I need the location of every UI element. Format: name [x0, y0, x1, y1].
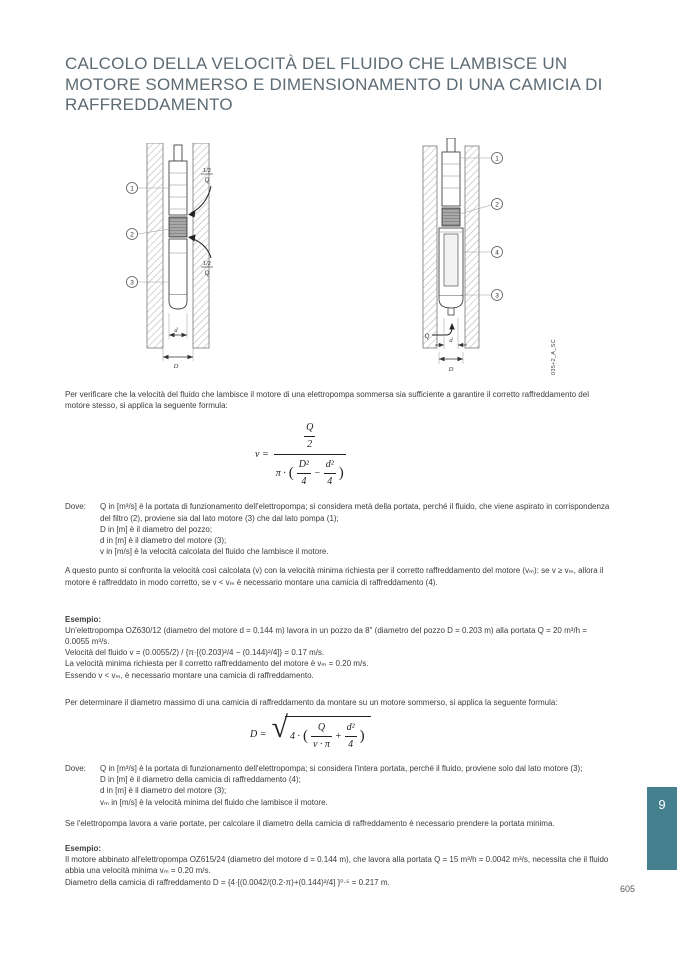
formula1-open-paren: (: [288, 465, 294, 482]
definition-item: d in [m] è il diametro del motore (3);: [100, 786, 227, 796]
definition-item: v in [m/s] è la velocità calcolata del fluido che lambisce il motore.: [100, 547, 329, 557]
well-wall-left: [423, 146, 437, 348]
formula1-four-a: 4: [301, 476, 307, 488]
intro-paragraph: Per verificare che la velocità del fluido che lambisce il motore di una elettropompa sommersa sia sufficiente a garantire il corretto raffreddamento del motore stesso, si applica la seguente formula:: [65, 390, 589, 411]
jacket-diameter-paragraph: Per determinare il diametro massimo di una camicia di raffreddamento da montare su un motore sommerso, si applica la seguente formula:: [65, 697, 558, 707]
definition-item: vₘ in [m/s] è la velocità minima del fluido che lambisce il motore.: [100, 797, 328, 807]
well-wall-left: [147, 143, 163, 348]
comparison-paragraph: A questo punto si confronta la velocità così calcolata (v) con la velocità minima richiesta per il corretto raffreddamento del motore (vₘ): se v ≥ vₘ, allora il motore è raffreddato in modo corretto, se v < vₘ è necessario montare una camicia di raffreddamento (4).: [65, 566, 604, 587]
formula-velocity: [255, 421, 346, 489]
pump-discharge-pipe: [447, 138, 455, 152]
dimension-D-label: D: [173, 363, 179, 370]
formula1-fraction: [274, 421, 346, 489]
definition-item: Q in [m³/s] è la portata di funzionamento dell'elettropompa; si considera l'intera portata, perché il fluido, proviene solo dal lato motore (3);: [100, 764, 583, 773]
definitions-block-2: [65, 763, 611, 808]
formula2-sqrt: [271, 711, 370, 753]
formula2-d2: d²: [345, 721, 357, 737]
formula2-close-paren: ): [359, 728, 365, 744]
dimension-d: [435, 318, 467, 349]
formula1-pi: π ·: [275, 467, 286, 479]
formula1-two: 2: [307, 439, 313, 451]
example-line: Un'elettropompa OZ630/12 (diametro del motore d = 0.144 m) lavora in un pozzo da 8" (diametro del pozzo D = 0.203 m) alla portata Q = 20 m³/h = 0.0055 m³/s.: [65, 625, 587, 647]
pump-filter: [442, 208, 460, 226]
formula1-four-b: 4: [327, 476, 333, 488]
formula2-q: Q: [311, 721, 332, 737]
well-wall-right: [465, 146, 479, 348]
definition-item: D in [m] è il diametro della camicia di raffreddamento (4);: [100, 775, 301, 785]
callout-2-number: 2: [130, 231, 134, 239]
example-line: Velocità del fluido v = (0.0055/2) / {π·[(0.203)²/4 − (0.144)²/4]} = 0.17 m/s.: [65, 648, 325, 658]
dimension-d-label: d: [449, 337, 453, 344]
formula-jacket-diameter: [250, 711, 371, 753]
flow-top-q: Q: [204, 177, 210, 184]
callout-3-number: 3: [130, 279, 134, 287]
formula2-plus: +: [334, 730, 342, 742]
formula1-close-paren: ): [338, 465, 344, 482]
bottom-plug: [448, 308, 454, 315]
definitions-block-1: [65, 501, 611, 557]
pump-stage-body: [442, 152, 460, 206]
formula2-open-paren: (: [302, 728, 308, 744]
motor-bottom-cap: [169, 295, 187, 309]
callout-1-number: 1: [495, 155, 499, 163]
callout-1-number: 1: [130, 185, 134, 193]
callout-2-number: 2: [495, 201, 499, 209]
formula1-lhs: v =: [255, 449, 269, 461]
q-label: Q: [424, 333, 430, 340]
motor-inside-jacket: [444, 234, 458, 286]
pump-motor: [169, 239, 187, 309]
example-line: Diametro della camicia di raffreddamento D = {4·[(0.0042/(0.2·π)+(0.144)²/4] }⁰·⁵ = 0.217 m.: [65, 877, 390, 887]
sqrt-symbol-icon: √: [271, 711, 288, 744]
pump-stage-body: [169, 161, 187, 215]
dimension-d-label: d: [174, 327, 178, 334]
example-line: Il motore abbinato all'elettropompa OZ615/24 (diametro del motore d = 0.144 m), che lavora alla portata Q = 15 m³/h = 0.0042 m³/s, necessita che il fluido abbia una velocità minima vₘ = 0.20 m/s.: [65, 855, 609, 876]
well-diagram-right-svg: [403, 138, 513, 378]
definition-item: Q in [m³/s] è la portata di funzionamento dell'elettropompa; si considera metà della portata, perché il fluido, che viene aspirato in corrispondenza del filtro (2), proviene sia dal lato motore (3) che dal lato pompa (1);: [100, 502, 610, 523]
example-block-2: [65, 843, 611, 888]
dimension-D-label: D: [448, 366, 454, 373]
pump-body: [169, 145, 187, 215]
example-block-1: [65, 614, 611, 681]
page-title-line-3: RAFFREDDAMENTO: [65, 95, 233, 115]
example-line: La velocità minima richiesta per il corretto raffreddamento del motore è vₘ = 0.20 m/s.: [65, 659, 369, 669]
page-title-line-1: CALCOLO DELLA VELOCITÀ DEL FLUIDO CHE LAMBISCE UN: [65, 54, 568, 73]
figure-code: 035+2_A_SC: [551, 339, 557, 375]
cooling-jacket: [439, 228, 463, 315]
section-tab: 9: [647, 787, 677, 870]
flow-bottom-q: Q: [204, 270, 210, 277]
page-title-line-2: MOTORE SOMMERSO E DIMENSIONAMENTO DI UNA CAMICIA DI: [65, 74, 603, 94]
callout-3-number: 3: [495, 292, 499, 300]
pump-discharge-pipe: [174, 145, 182, 161]
example-label: Esempio:: [65, 843, 102, 853]
dove-label: Dove:: [65, 764, 86, 773]
definition-item: d in [m] è il diametro del motore (3);: [100, 535, 227, 545]
page-title: [65, 54, 603, 116]
pump-filter: [169, 217, 187, 237]
formula1-q: Q: [304, 421, 315, 437]
flow-bottom-fraction: 1/2: [202, 261, 212, 267]
example-line: Essendo v < vₘ, è necessario montare una camicia di raffreddamento.: [65, 670, 314, 680]
callout-4-number: 4: [495, 249, 499, 257]
page-number: 605: [620, 884, 636, 894]
formula2-four: 4: [348, 739, 354, 750]
example-label: Esempio:: [65, 614, 102, 624]
formula2-vpi: v · π: [312, 739, 330, 750]
formula1-minus: −: [313, 467, 321, 479]
formula2-lhs: D =: [250, 728, 267, 740]
minimum-flow-paragraph: Se l'elettropompa lavora a varie portate, per calcolare il diametro della camicia di raffreddamento è necessario prendere la portata minima.: [65, 818, 555, 828]
formula1-D2: D²: [297, 458, 311, 474]
formula2-factor: 4 ·: [289, 730, 300, 742]
pump-body: [442, 138, 460, 206]
dimension-D: [439, 352, 463, 373]
jacket-bottom-cap: [439, 296, 463, 308]
formula1-d2: d²: [324, 458, 336, 474]
dimension-D: [163, 348, 193, 370]
dove-label: Dove:: [65, 502, 86, 512]
flow-top-fraction: 1/2: [202, 168, 212, 174]
well-diagram-left-svg: [118, 143, 230, 371]
diagram-well-with-jacket: [403, 138, 513, 378]
dimension-d: [169, 313, 187, 339]
diagram-well-without-jacket: [118, 143, 230, 371]
definition-item: D in [m] è il diametro del pozzo;: [100, 524, 213, 534]
body-content: [65, 389, 611, 888]
